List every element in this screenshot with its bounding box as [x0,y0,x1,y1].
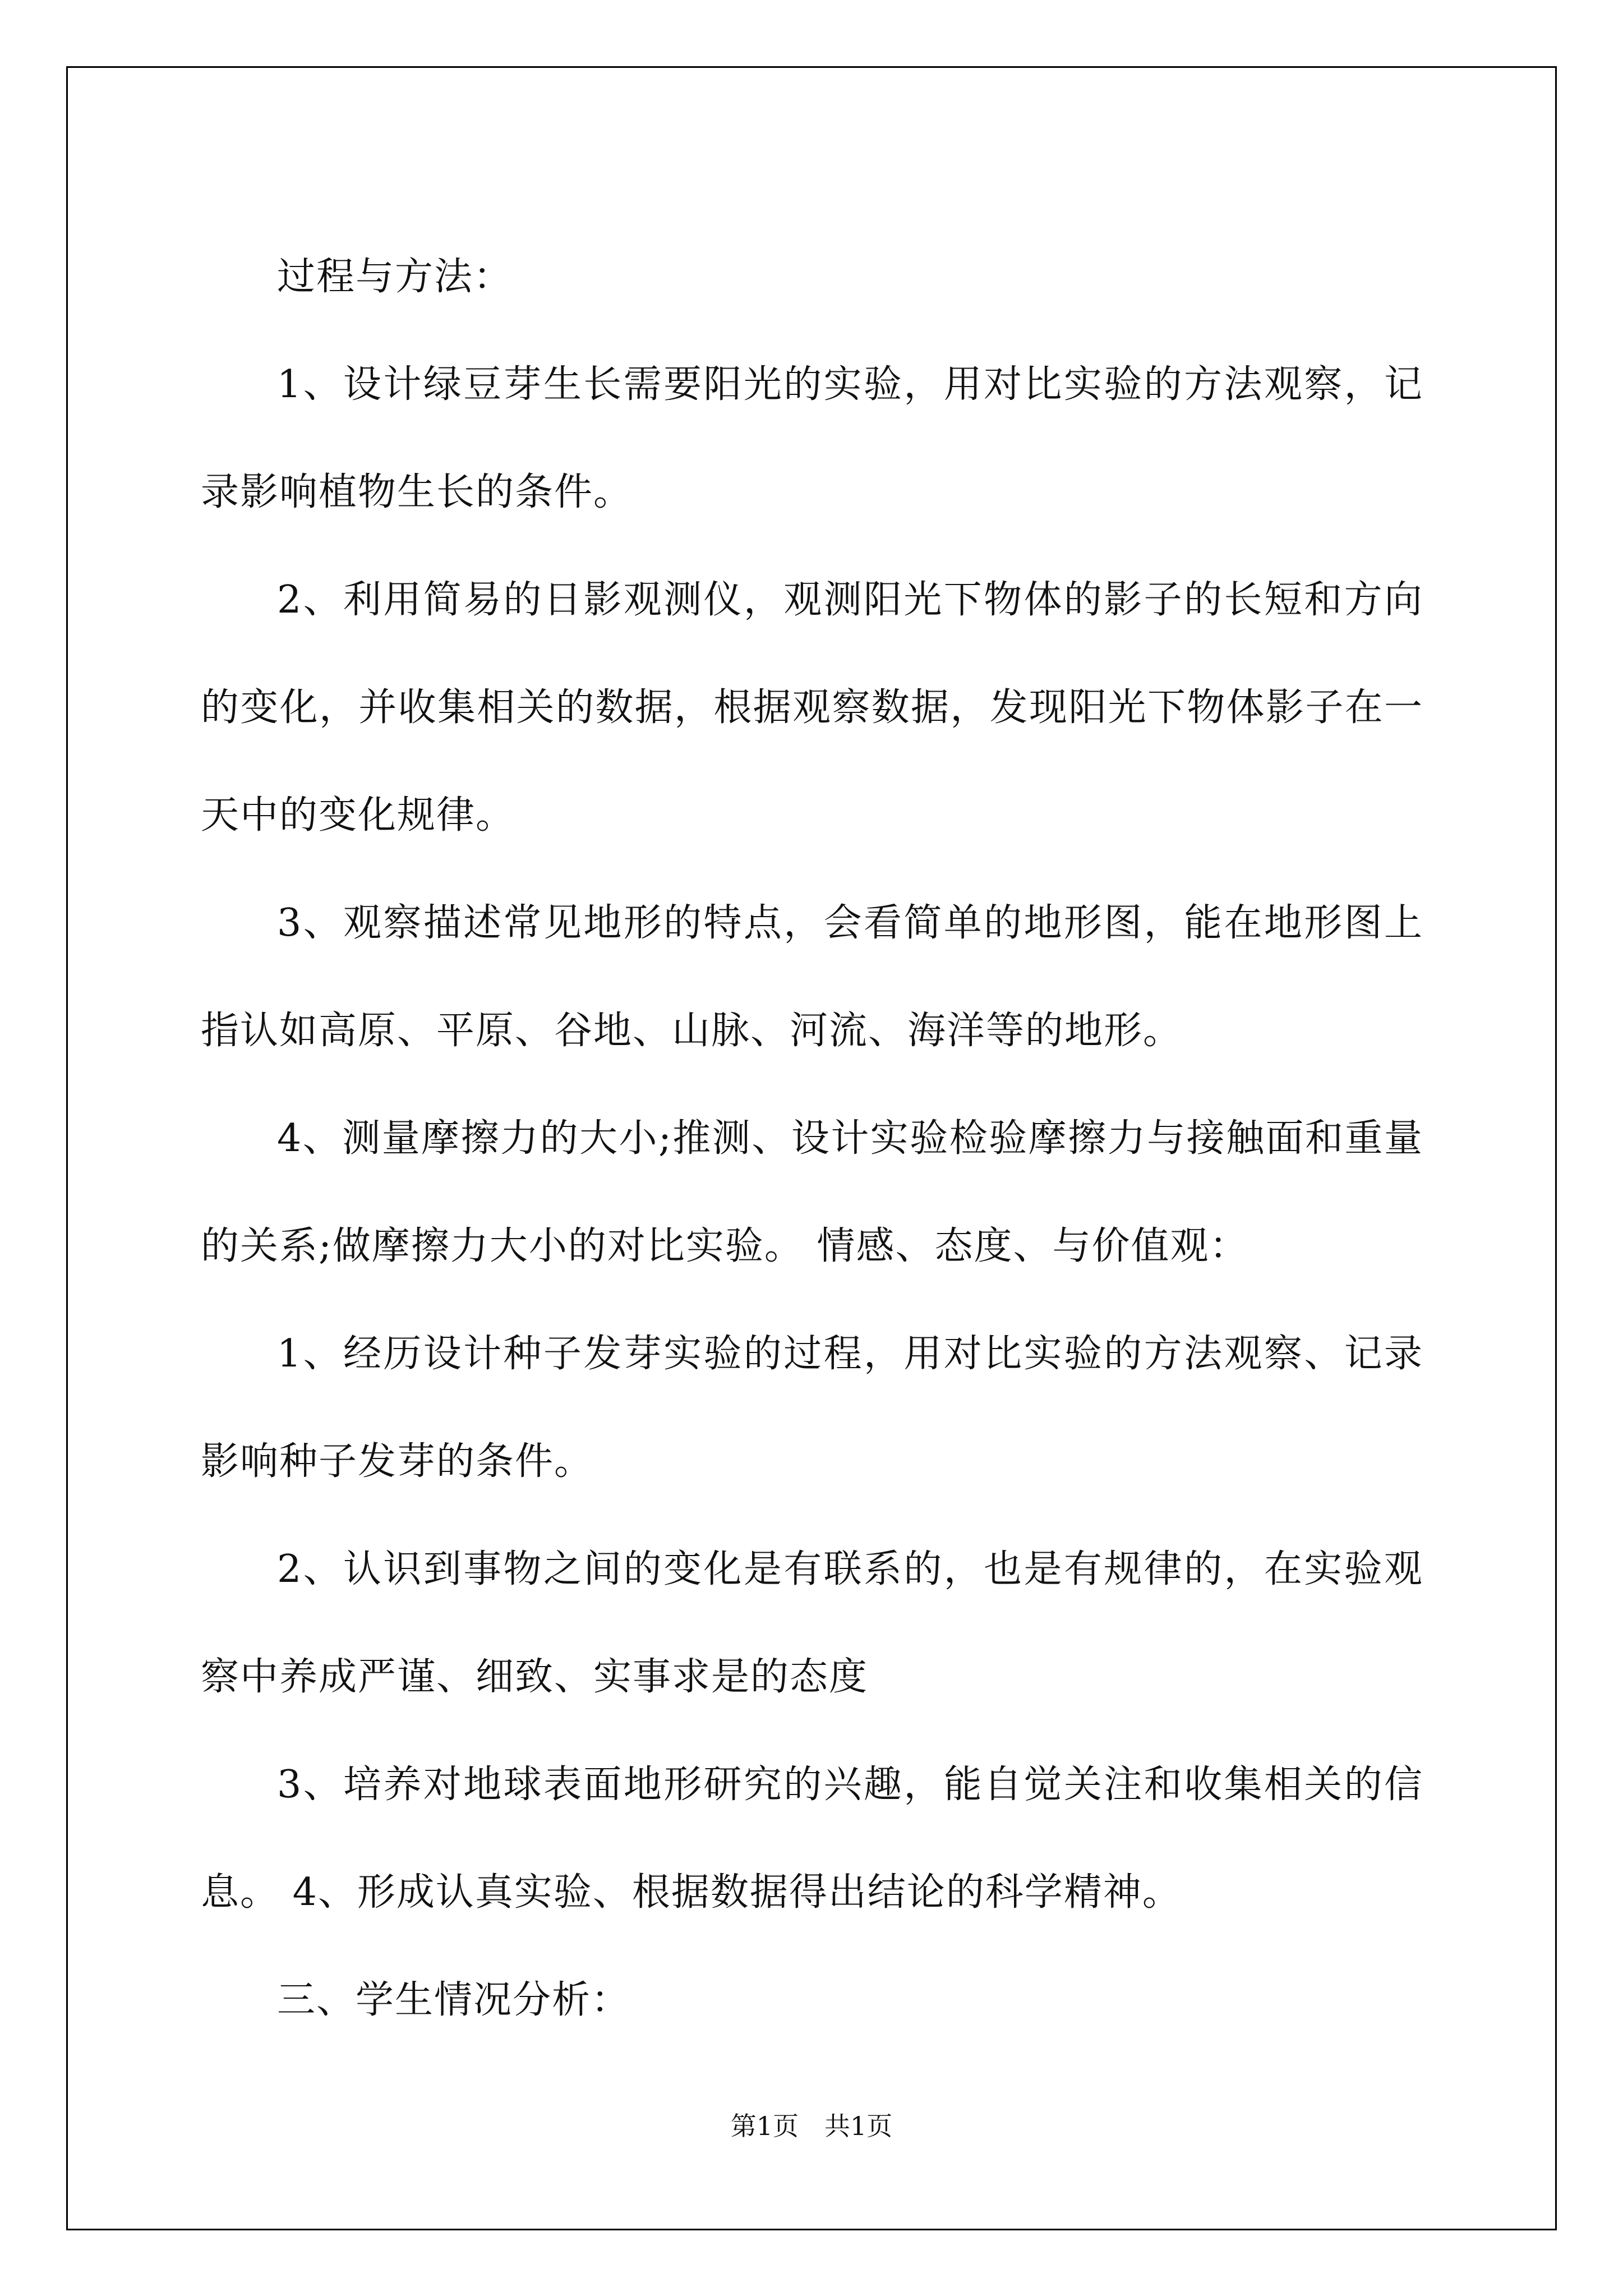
paragraph-attitude-2: 2、认识到事物之间的变化是有联系的，也是有规律的，在实验观察中养成严谨、细致、实事求是的态度 [201,1547,1423,1699]
paragraph-attitude-1: 1、经历设计种子发芽实验的过程，用对比实验的方法观察、记录影响种子发芽的条件。 [201,1332,1423,1484]
paragraph-item-1: 1、设计绿豆芽生长需要阳光的实验，用对比实验的方法观察，记录影响植物生长的条件。 [201,362,1423,514]
page-footer: 第1页 共1页 [730,2111,893,2141]
paragraph-item-2: 2、利用简易的日影观测仪，观测阳光下物体的影子的长短和方向的变化，并收集相关的数据，根据观察数据，发现阳光下物体影子在一天中的变化规律。 [201,578,1423,838]
paragraph-item-4: 4、测量摩擦力的大小;推测、设计实验检验摩擦力与接触面和重量的关系;做摩擦力大小的对比实验。 情感、态度、与价值观： [201,1116,1423,1268]
document-body [201,223,1423,2054]
paragraph-heading-student-analysis: 三、学生情况分析： [277,1978,631,2022]
paragraph-item-3: 3、观察描述常见地形的特点，会看简单的地形图，能在地形图上指认如高原、平原、谷地、山脉、河流、海洋等的地形。 [201,901,1423,1053]
paragraph-attitude-3-4: 3、培养对地球表面地形研究的兴趣，能自觉关注和收集相关的信息。 4、形成认真实验、根据数据得出结论的科学精神。 [201,1763,1423,1915]
paragraph-heading-process-method: 过程与方法： [277,255,513,299]
